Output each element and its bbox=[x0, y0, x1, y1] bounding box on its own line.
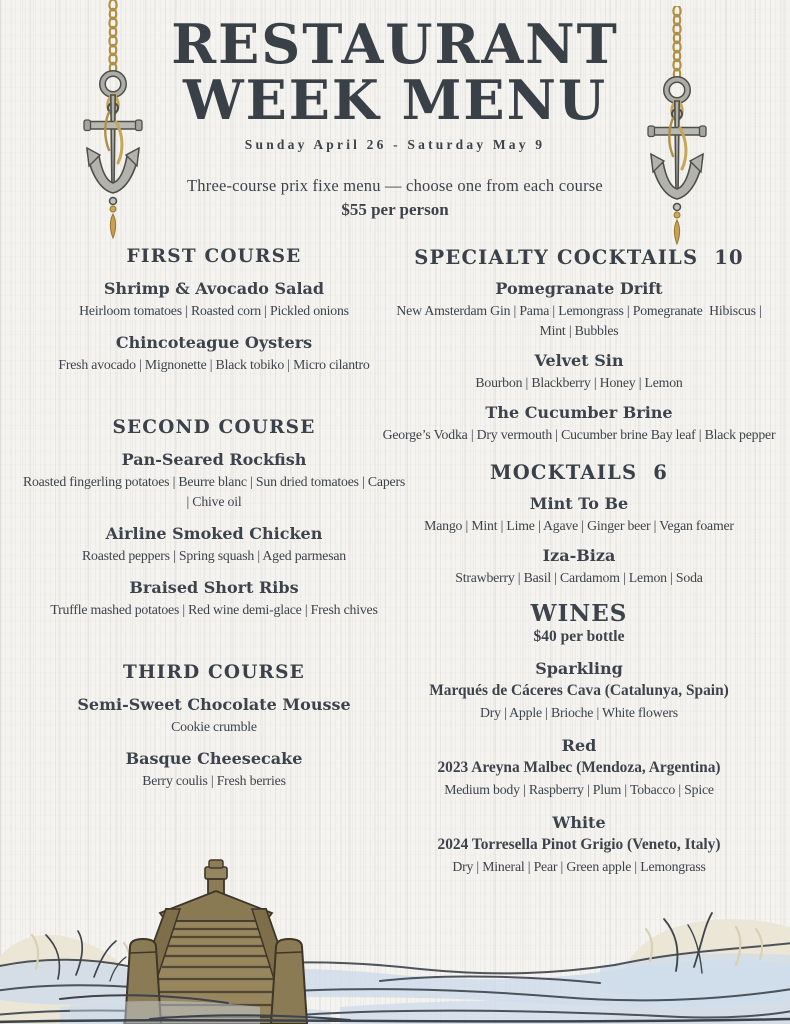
item-description: Berry coulis | Fresh berries bbox=[142, 773, 286, 789]
section-first-course bbox=[34, 246, 394, 375]
menu-item bbox=[22, 450, 409, 512]
menu-item bbox=[34, 333, 394, 375]
menu-item bbox=[34, 279, 394, 321]
menu-item bbox=[394, 351, 764, 393]
menu-item bbox=[394, 494, 764, 536]
courses-column bbox=[22, 246, 409, 877]
item-description: Bourbon | Blackberry | Honey | Lemon bbox=[475, 375, 683, 391]
wine-tasting-notes: Medium body | Raspberry | Plum | Tobacco | Spice bbox=[444, 782, 714, 798]
item-description: Mango | Mint | Lime | Agave | Ginger beer | Vegan foamer bbox=[424, 518, 734, 534]
menu-item bbox=[34, 578, 394, 620]
prix-fixe-tagline: Three-course prix fixe menu — choose one from each course bbox=[187, 176, 603, 196]
drinks-column bbox=[382, 246, 776, 877]
item-name: Velvet Sin bbox=[534, 351, 624, 371]
section-heading: THIRD COURSE bbox=[123, 662, 305, 684]
item-description: Cookie crumble bbox=[171, 719, 257, 735]
item-name: Iza-Biza bbox=[542, 546, 616, 566]
item-description: Roasted fingerling potatoes | Beurre blanc | Sun dried tomatoes | Capers | Chive oil bbox=[22, 474, 409, 510]
wine-tasting-notes: Dry | Apple | Brioche | White flowers bbox=[480, 705, 678, 721]
item-name: Chincoteague Oysters bbox=[115, 333, 313, 353]
page-title bbox=[0, 12, 790, 133]
wine-type: Red bbox=[561, 736, 597, 756]
wine-tasting-notes: Dry | Mineral | Pear | Green apple | Lemongrass bbox=[452, 859, 706, 875]
title-line-1: RESTAURANT bbox=[171, 12, 619, 76]
title-line-2: WEEK MENU bbox=[182, 68, 608, 133]
section-heading: WINES bbox=[530, 600, 628, 628]
item-description: Roasted peppers | Spring squash | Aged parmesan bbox=[82, 548, 346, 564]
item-name: Mint To Be bbox=[529, 494, 629, 514]
menu-item bbox=[34, 749, 394, 791]
menu-item bbox=[34, 695, 394, 737]
wine-name: Marqués de Cáceres Cava (Catalunya, Spain) bbox=[429, 682, 729, 700]
dock-illustration bbox=[124, 860, 307, 1024]
item-description: Truffle mashed potatoes | Red wine demi-glace | Fresh chives bbox=[50, 602, 378, 618]
section-wines bbox=[394, 600, 764, 877]
menu-item bbox=[382, 403, 776, 445]
wine-group bbox=[394, 813, 764, 877]
section-second-course bbox=[22, 417, 409, 620]
menu-item bbox=[34, 524, 394, 566]
section-heading: SPECIALTY COCKTAILS 10 bbox=[414, 246, 744, 270]
section-heading: FIRST COURSE bbox=[126, 246, 302, 268]
item-name: Semi-Sweet Chocolate Mousse bbox=[77, 695, 351, 715]
menu-price: $55 per person bbox=[341, 200, 449, 220]
item-name: Basque Cheesecake bbox=[125, 749, 303, 769]
item-description: New Amsterdam Gin | Pama | Lemongrass | Pomegranate Hibiscus | Mint | Bubbles bbox=[396, 303, 765, 339]
item-description: Heirloom tomatoes | Roasted corn | Pickled onions bbox=[79, 303, 349, 319]
item-name: Pomegranate Drift bbox=[495, 279, 663, 299]
section-mocktails bbox=[394, 461, 764, 588]
section-heading: MOCKTAILS 6 bbox=[489, 461, 669, 485]
wine-type: White bbox=[552, 813, 606, 833]
item-name: The Cucumber Brine bbox=[485, 403, 673, 423]
menu-item bbox=[394, 279, 764, 341]
section-third-course bbox=[34, 662, 394, 791]
wine-group bbox=[394, 736, 764, 800]
menu-header bbox=[0, 0, 790, 220]
item-name: Pan-Seared Rockfish bbox=[121, 450, 307, 470]
item-description: Fresh avocado | Mignonette | Black tobiko | Micro cilantro bbox=[58, 357, 370, 373]
item-name: Braised Short Ribs bbox=[129, 578, 299, 598]
menu-item bbox=[394, 546, 764, 588]
item-description: George’s Vodka | Dry vermouth | Cucumber brine Bay leaf | Black pepper bbox=[382, 427, 776, 443]
item-name: Shrimp & Avocado Salad bbox=[103, 279, 325, 299]
item-description: Strawberry | Basil | Cardamom | Lemon | Soda bbox=[455, 570, 703, 586]
wine-type: Sparkling bbox=[535, 659, 623, 679]
section-heading: SECOND COURSE bbox=[112, 417, 316, 439]
section-specialty-cocktails bbox=[382, 246, 776, 445]
wine-name: 2023 Areyna Malbec (Mendoza, Argentina) bbox=[437, 759, 721, 777]
item-name: Airline Smoked Chicken bbox=[105, 524, 323, 544]
date-range: Sunday April 26 - Saturday May 9 bbox=[244, 137, 546, 153]
wine-group bbox=[394, 659, 764, 723]
wine-name: 2024 Torresella Pinot Grigio (Veneto, Italy) bbox=[437, 836, 721, 854]
menu-body bbox=[0, 246, 790, 877]
wine-bottle-price: $40 per bottle bbox=[533, 628, 625, 646]
